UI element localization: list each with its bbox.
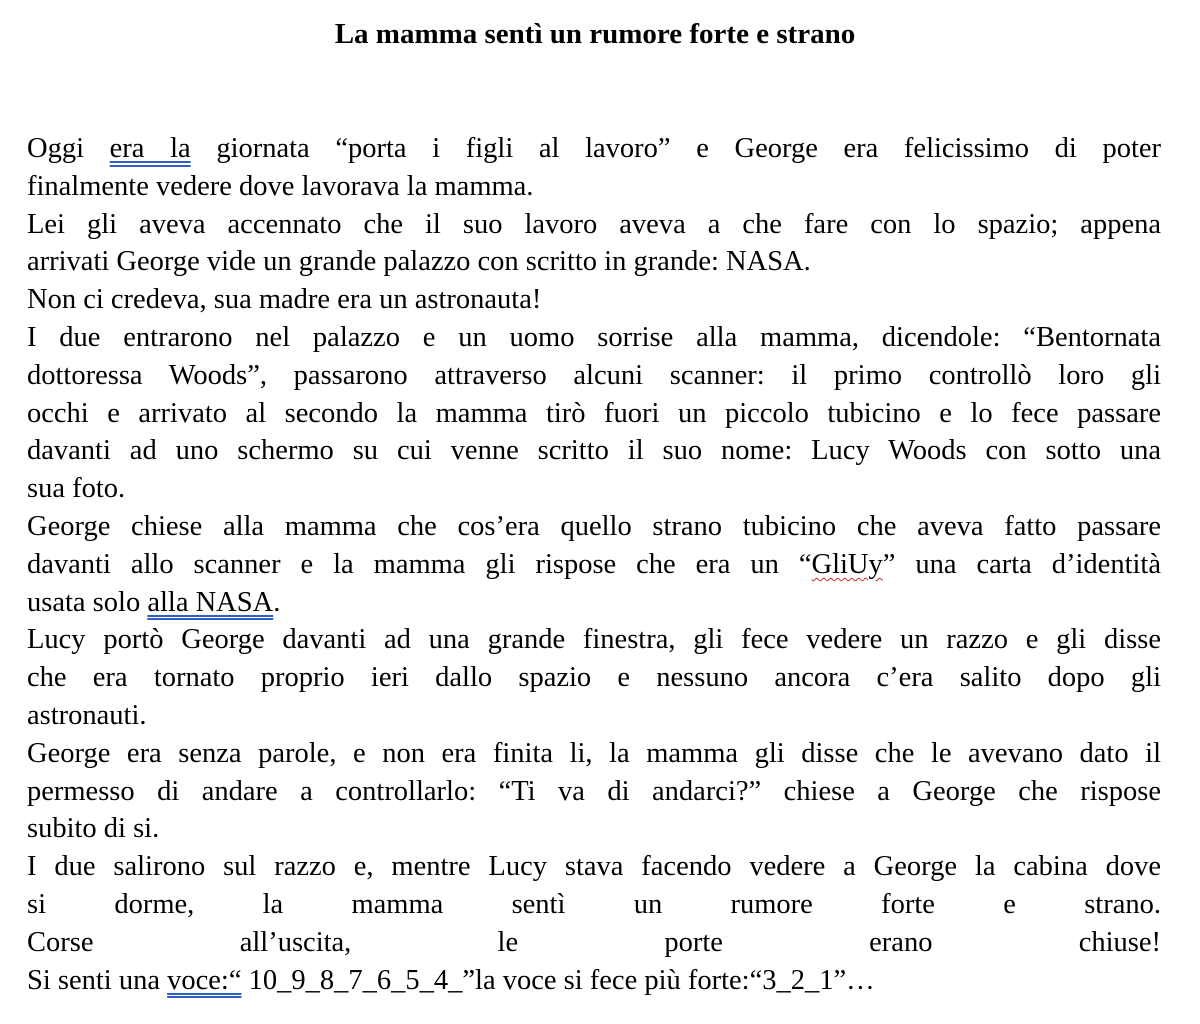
text-line [27, 432, 1161, 470]
text-run: I due entrarono nel palazzo e un uomo sorrise alla mamma, dicendole: “Bentornata [27, 322, 1161, 353]
text-run: subito di si. [27, 813, 160, 845]
text-line [27, 810, 1161, 848]
text-run: finalmente vedere dove lavorava la mamma. [27, 170, 534, 202]
text-line [27, 470, 1161, 508]
grammar-underline: voce:“ [167, 964, 242, 996]
text-run: George chiese alla mamma che cos’era quello strano tubicino che aveva fatto passare [27, 511, 1161, 542]
text-run: Si senti una [27, 964, 168, 996]
text-run: dottoressa Woods”, passarono attraverso alcuni scanner: il primo controllò loro gli [27, 359, 1161, 391]
text-line [27, 206, 1161, 244]
text-line [27, 848, 1161, 886]
text-run: George era senza parole, e non era finita li, la mamma gli disse che le avevano dato il [27, 737, 1161, 769]
text-line [27, 735, 1161, 773]
text-run: sua foto. [27, 473, 126, 505]
text-line [27, 395, 1161, 433]
spelling-underline: GliUy [811, 548, 883, 580]
text-run: astronauti. [27, 700, 147, 731]
text-line [27, 697, 1161, 735]
text-run: Oggi [27, 133, 110, 164]
text-line [27, 962, 1161, 1000]
text-run: usata solo [27, 586, 148, 618]
text-line [27, 281, 1161, 319]
text-run: arrivati George vide un grande palazzo con scritto in grande: NASA. [27, 246, 811, 278]
text-line [27, 357, 1161, 395]
text-run: davanti allo scanner e la mamma gli rispose che era un “ [27, 548, 812, 580]
grammar-underline: alla NASA [147, 586, 274, 618]
text-line [27, 508, 1161, 546]
text-run: che era tornato proprio ieri dallo spazio e nessuno ancora c’era salito dopo gli [27, 662, 1161, 694]
text-line [27, 886, 1161, 924]
text-run: ” una carta d’identità [882, 548, 1161, 580]
text-run: davanti ad uno schermo su cui venne scritto il suo nome: Lucy Woods con sotto una [27, 435, 1161, 467]
text-line [27, 243, 1161, 281]
text-line [27, 773, 1161, 811]
text-line [27, 546, 1161, 584]
text-run: Corse all’uscita, le porte erano chiuse! [27, 926, 1161, 958]
text-line [27, 130, 1161, 168]
text-run: . [273, 586, 281, 618]
text-line [27, 584, 1161, 622]
text-line [27, 319, 1161, 357]
text-line [27, 168, 1161, 206]
text-run: Non ci credeva, sua madre era un astronauta! [27, 284, 542, 316]
text-run: Lei gli aveva accennato che il suo lavoro aveva a che fare con lo spazio; appena [27, 208, 1161, 240]
text-run: permesso di andare a controllarlo: “Ti va di andarci?” chiese a George che rispose [27, 775, 1161, 807]
text-line [27, 924, 1161, 962]
text-line [27, 621, 1161, 659]
grammar-underline: era la [109, 133, 191, 164]
text-run: giornata “porta i figli al lavoro” e George era felicissimo di poter [190, 133, 1162, 164]
text-line [27, 659, 1161, 697]
document-title: La mamma sentì un rumore forte e strano [334, 18, 856, 50]
text-run: Lucy portò George davanti ad una grande finestra, gli fece vedere un razzo e gli disse [27, 624, 1161, 656]
text-run: 10_9_8_7_6_5_4_”la voce si fece più forte:“3_2_1”… [241, 964, 875, 996]
text-run: si dorme, la mamma sentì un rumore forte e strano. [27, 889, 1161, 920]
text-run: occhi e arrivato al secondo la mamma tirò fuori un piccolo tubicino e lo fece passare [27, 397, 1161, 429]
text-run: I due salirono sul razzo e, mentre Lucy stava facendo vedere a George la cabina dove [27, 851, 1161, 883]
